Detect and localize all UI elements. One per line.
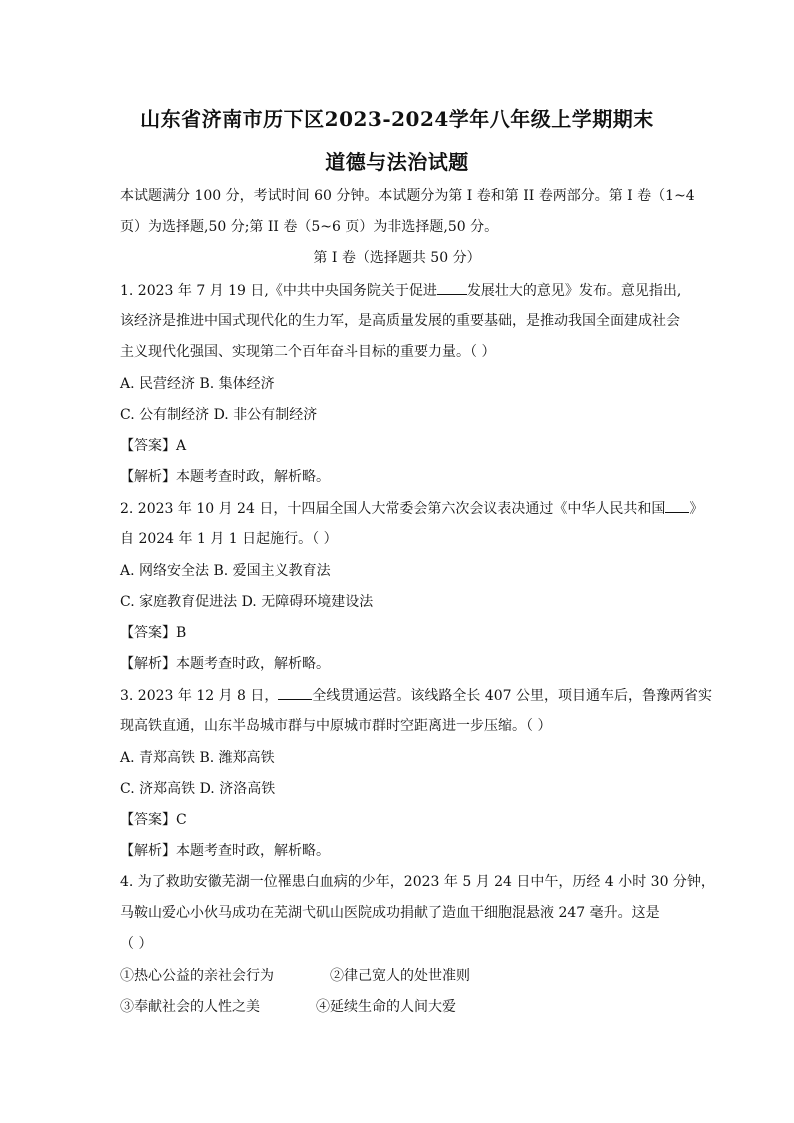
question-1-analysis: 【解析】本题考查时政，解析略。: [120, 469, 330, 485]
question-3-stem-line-2: 现高铁直通，山东半岛城市群与中原城市群时空距离进一步压缩。（ ）: [120, 718, 552, 734]
question-3-stem-part-a: 3. 2023 年 12 月 8 日，: [120, 688, 279, 704]
answer-blank: [437, 280, 467, 295]
question-2-stem-line-2: 自 2024 年 1 月 1 日起施行。（ ）: [120, 531, 338, 547]
answer-blank: [278, 685, 312, 700]
intro-line-1: 本试题满分 100 分，考试时间 60 分钟。本试题分为第 I 卷和第 II 卷两部分。第 I 卷（1~4: [120, 188, 695, 204]
question-3-stem-line-1: [120, 685, 712, 706]
question-2-stem-part-a: 2. 2023 年 10 月 24 日，十四届全国人大常委会第六次会议表决通过《中华人民共和国: [120, 501, 666, 517]
question-4-item-4: ④延续生命的人间大爱: [316, 999, 456, 1015]
question-1-answer: 【答案】A: [120, 438, 187, 454]
question-4-stem-line-2: 马鞍山爱心小伙马成功在芜湖弋矶山医院成功捐献了造血干细胞混悬液 247 毫升。这是: [120, 905, 660, 921]
question-3-options-cd: C. 济郑高铁 D. 济洛高铁: [120, 781, 276, 797]
question-2-stem-part-b: 》: [689, 501, 704, 517]
intro-line-2: 页）为选择题,50 分;第 II 卷（5~6 页）为非选择题,50 分。: [120, 219, 499, 235]
question-1-stem-part-b: 发展壮大的意见》发布。意见指出,: [466, 283, 682, 299]
question-1-stem-part-a: 1. 2023 年 7 月 19 日,《中共中央国务院关于促进: [120, 283, 437, 299]
question-4-item-1: ①热心公益的亲社会行为: [120, 968, 274, 984]
question-1-options-ab: A. 民营经济 B. 集体经济: [120, 376, 275, 392]
question-1-stem-line-2: 该经济是推进中国式现代化的生力军，是高质量发展的重要基础，是推动我国全面建成社会: [120, 313, 680, 329]
question-1-stem-line-1: [120, 280, 681, 301]
question-3-options-ab: A. 青郑高铁 B. 潍郑高铁: [120, 750, 275, 766]
question-2-analysis: 【解析】本题考查时政，解析略。: [120, 656, 330, 672]
question-4-stem-line-1: 4. 为了救助安徽芜湖一位罹患白血病的少年，2023 年 5 月 24 日中午，历经 4 小时 30 分钟，: [120, 874, 715, 890]
question-1-options-cd: C. 公有制经济 D. 非公有制经济: [120, 407, 318, 423]
question-3-stem-part-b: 全线贯通运营。该线路全长 407 公里，项目通车后，鲁豫两省实: [312, 688, 713, 704]
answer-blank: [665, 498, 689, 513]
question-4-item-3: ③奉献社会的人性之美: [120, 999, 260, 1015]
question-3-analysis: 【解析】本题考查时政，解析略。: [120, 843, 330, 859]
question-2-options-cd: C. 家庭教育促进法 D. 无障碍环境建设法: [120, 594, 374, 610]
question-4-item-2: ②律己宽人的处世准则: [330, 968, 470, 984]
exam-title: 山东省济南市历下区2023-2024学年八年级上学期期末: [140, 107, 654, 131]
question-2-options-ab: A. 网络安全法 B. 爱国主义教育法: [120, 563, 331, 579]
question-1-stem-line-3: 主义现代化强国、实现第二个百年奋斗目标的重要力量。（ ）: [120, 344, 496, 360]
exam-subtitle: 道德与法治试题: [325, 150, 469, 174]
question-2-stem-line-1: [120, 498, 703, 519]
question-2-answer: 【答案】B: [120, 625, 187, 641]
question-4-stem-line-3: （ ）: [120, 936, 153, 952]
question-3-answer: 【答案】C: [120, 812, 187, 828]
section-heading: 第 I 卷（选择题共 50 分）: [313, 250, 481, 266]
